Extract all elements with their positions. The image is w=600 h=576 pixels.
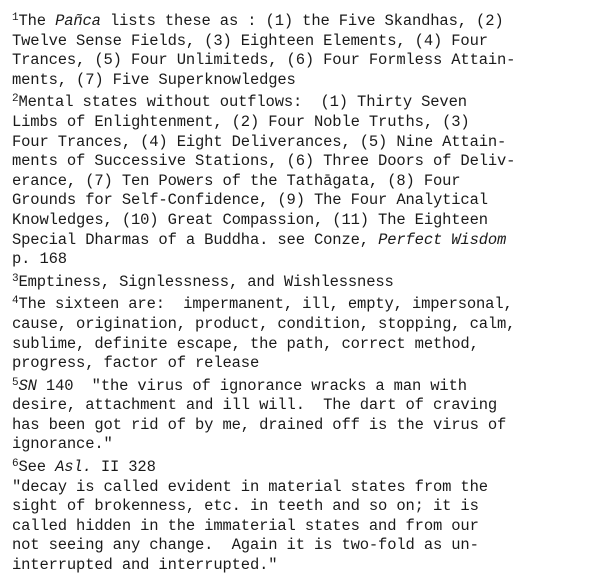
footnote-line — [12, 377, 590, 397]
footnote-line — [12, 32, 590, 52]
text-span: ments of Successive Stations, (6) Three Doors of Deliv- — [12, 152, 516, 171]
footnote-number: 5 — [12, 376, 19, 389]
footnote-line — [12, 536, 590, 556]
footnote-line — [12, 458, 590, 478]
footnote-line — [12, 211, 590, 231]
text-span: sublime, definite escape, the path, correct method, — [12, 334, 479, 353]
footnote-line — [12, 133, 590, 153]
footnote-4 — [12, 295, 590, 373]
footnote-line — [12, 517, 590, 537]
text-span: Grounds for Self-Confidence, (9) The Four Analytical — [12, 191, 488, 210]
footnote-line — [12, 250, 590, 270]
text-span: Special Dharmas of a Buddha. see Conze, — [12, 230, 379, 249]
text-span: Twelve Sense Fields, (3) Eighteen Elements, (4) Four — [12, 31, 488, 50]
text-span: has been got rid of by me, drained off is the virus of — [12, 415, 507, 434]
footnote-line — [12, 478, 590, 498]
footnote-number: 1 — [12, 12, 19, 24]
text-span: desire, attachment and ill will. The dart of craving — [12, 396, 498, 415]
text-span: ignorance." — [12, 435, 113, 454]
text-span: erance, (7) Ten Powers of the Tathāgata, (8) Four — [12, 171, 461, 190]
footnote-number: 2 — [12, 93, 19, 106]
footnote-line — [12, 191, 590, 211]
footnote-line — [12, 396, 590, 416]
footnote-line — [12, 354, 590, 374]
footnote-line — [12, 231, 590, 251]
footnote-2 — [12, 93, 590, 269]
text-span: not seeing any change. Again it is two-fold as un- — [12, 536, 479, 555]
text-span-italic: Perfect Wisdom — [378, 230, 507, 249]
footnote-line — [12, 295, 590, 315]
footnote-1 — [12, 12, 590, 90]
footnote-line — [12, 71, 590, 91]
text-span-italic: Pañca — [55, 12, 101, 30]
text-span: interrupted and interrupted." — [12, 556, 278, 575]
text-span: Emptiness, Signlessness, and Wishlessness — [18, 272, 394, 291]
footnote-number: 6 — [12, 458, 19, 471]
footnote-line — [12, 93, 590, 113]
footnote-line — [12, 416, 590, 436]
text-span: lists these as : (1) the Five Skandhas, (2) — [100, 12, 504, 30]
text-span: II 328 — [91, 458, 156, 477]
text-span: progress, factor of release — [12, 354, 260, 373]
footnote-3 — [12, 273, 590, 293]
footnote-5 — [12, 377, 590, 455]
footnote-6 — [12, 458, 590, 576]
text-span: called hidden in the immaterial states and from our — [12, 516, 479, 535]
text-span: Four Trances, (4) Eight Deliverances, (5) Nine Attain- — [12, 132, 507, 151]
text-span: "decay is called evident in material states from the — [12, 477, 488, 496]
text-span: Knowledges, (10) Great Compassion, (11) The Eighteen — [12, 210, 488, 229]
text-span: cause, origination, product, condition, stopping, calm, — [12, 314, 516, 333]
footnote-line — [12, 335, 590, 355]
text-span: The — [18, 12, 56, 30]
footnote-line — [12, 497, 590, 517]
footnote-number: 4 — [12, 295, 19, 308]
text-span: Trances, (5) Four Unlimiteds, (6) Four Formless Attain- — [12, 51, 516, 70]
footnote-line — [12, 51, 590, 71]
text-span: sight of brokenness, etc. in teeth and so on; it is — [12, 497, 479, 516]
footnote-line — [12, 273, 590, 293]
footnote-line — [12, 113, 590, 133]
footnote-line — [12, 172, 590, 192]
text-span: ments, (7) Five Superknowledges — [12, 70, 296, 89]
footnote-number: 3 — [12, 272, 19, 285]
text-span-italic: Asl. — [55, 458, 92, 477]
text-span: The sixteen are: impermanent, ill, empty, impersonal, — [18, 295, 513, 314]
text-span: Limbs of Enlightenment, (2) Four Noble Truths, (3) — [12, 112, 470, 131]
footnote-line — [12, 556, 590, 576]
text-span: 140 "the virus of ignorance wracks a man with — [36, 376, 467, 395]
text-span: See — [18, 458, 56, 477]
footnote-line — [12, 152, 590, 172]
text-span: p. 168 — [12, 250, 67, 269]
footnote-line — [12, 315, 590, 335]
text-span-italic: SN — [18, 376, 37, 395]
footnote-line — [12, 435, 590, 455]
text-span: Mental states without outflows: (1) Thirty Seven — [18, 93, 467, 112]
footnote-line — [12, 12, 590, 32]
